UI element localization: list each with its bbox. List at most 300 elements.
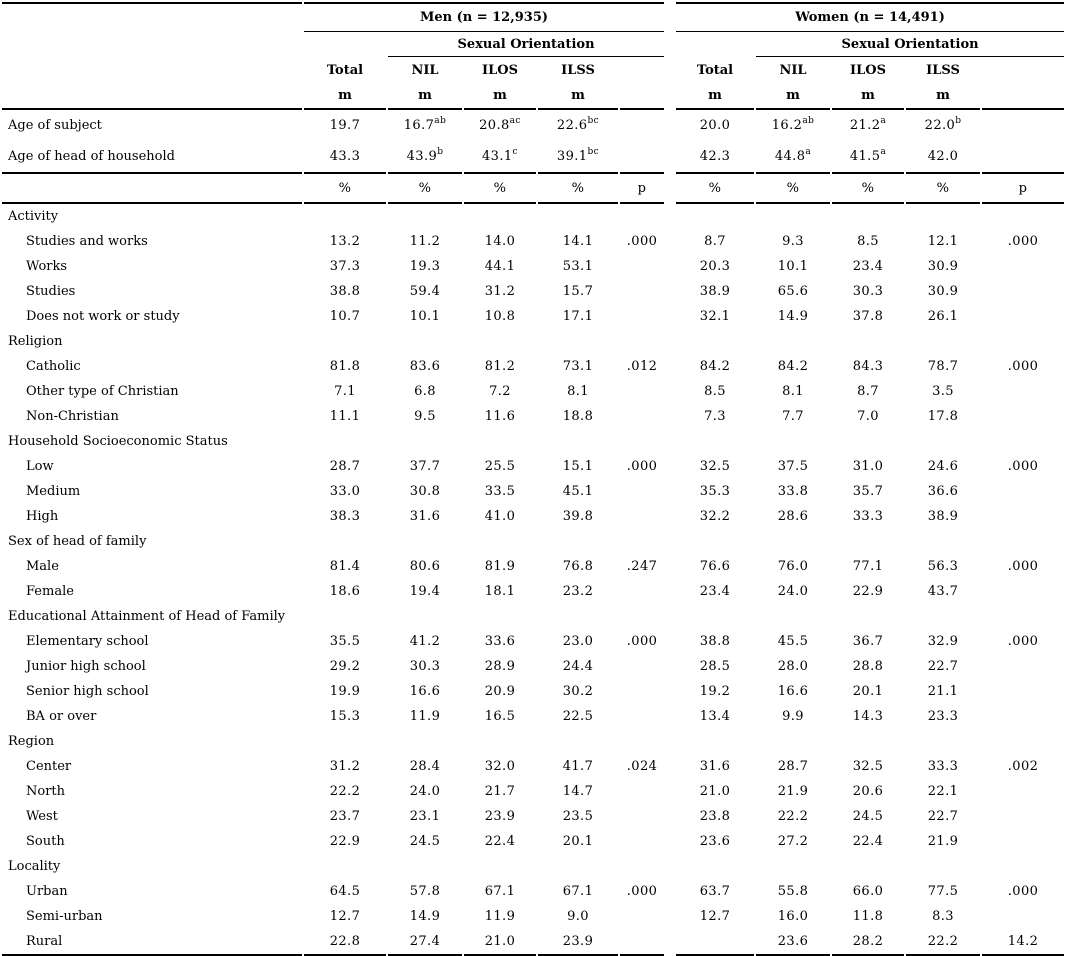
- spacer-cell: [666, 654, 674, 679]
- row-label: Age of head of household: [2, 141, 302, 174]
- value-cell: 27.2: [777, 834, 809, 849]
- value-cell: 28.8: [852, 659, 884, 674]
- value-cell: 6.8: [414, 384, 436, 399]
- p-value-cell: .000: [1007, 559, 1039, 574]
- value-cell: 21.9: [927, 834, 959, 849]
- value-cell: 81.2: [484, 359, 516, 374]
- row-label: Works: [26, 259, 68, 274]
- value-cell: 28.7: [777, 759, 809, 774]
- p-value-cell: [620, 279, 664, 304]
- table-row: [2, 554, 1064, 579]
- value-cell: 38.3: [329, 509, 361, 524]
- value-cell: 20.0: [699, 118, 731, 133]
- row-label: Female: [26, 584, 74, 599]
- value-cell: 33.0: [329, 484, 361, 499]
- value-cell: 12.7: [699, 909, 731, 924]
- section-title: Activity: [8, 209, 59, 224]
- spacer-cell: [666, 141, 674, 174]
- spacer-cell: [666, 254, 674, 279]
- value-cell: 43.3: [304, 141, 386, 174]
- value-cell: 20.8$^{ac}$: [479, 115, 521, 133]
- value-cell: 15.7: [562, 284, 594, 299]
- value-cell: 53.1: [562, 259, 594, 274]
- value-cell: 25.5: [484, 459, 516, 474]
- women-total-header: Total: [696, 62, 734, 78]
- value-cell: 43.9$^b$: [388, 141, 462, 174]
- p-value-cell: [620, 804, 664, 829]
- value-cell: 33.3: [927, 759, 959, 774]
- value-cell: 11.2: [409, 234, 441, 249]
- spacer-cell: [666, 32, 674, 57]
- value-cell: 55.8: [777, 884, 809, 899]
- section-title: Educational Attainment of Head of Family: [8, 609, 286, 624]
- row-label: Does not work or study: [26, 309, 180, 324]
- value-cell: 42.3: [676, 141, 754, 174]
- table-row: [2, 804, 1064, 829]
- men-ilss-mean-unit: m: [538, 83, 618, 110]
- value-cell: 11.9: [409, 709, 441, 724]
- value-cell: 19.7: [329, 118, 361, 133]
- value-cell: 32.5: [699, 459, 731, 474]
- value-cell: 24.4: [562, 659, 594, 674]
- value-cell: 30.9: [927, 284, 959, 299]
- value-cell: 8.7: [857, 384, 879, 399]
- value-cell: 81.8: [329, 359, 361, 374]
- row-label: Elementary school: [26, 634, 149, 649]
- value-cell: 23.2: [562, 584, 594, 599]
- table-row: [2, 504, 1064, 529]
- spacer-cell: [666, 479, 674, 504]
- value-cell: 8.7: [704, 234, 726, 249]
- value-cell: 22.6$^{bc}$: [556, 115, 600, 133]
- p-value-cell: .000: [626, 634, 658, 649]
- value-cell: 17.1: [562, 309, 594, 324]
- p-value-cell: [982, 254, 1064, 279]
- orientation-header-row: [2, 32, 1064, 57]
- row-label: Low: [26, 459, 54, 474]
- value-cell: 8.5: [857, 234, 879, 249]
- row-label: Catholic: [26, 359, 81, 374]
- value-cell: 23.7: [329, 809, 361, 824]
- spacer-cell: [666, 304, 674, 329]
- women-ilss-header: ILSS: [926, 62, 960, 78]
- p-value-cell: .000: [1007, 359, 1039, 374]
- table-row: [2, 529, 1064, 554]
- value-cell: 22.4: [484, 834, 516, 849]
- table-row: [2, 679, 1064, 704]
- value-cell: 28.9: [484, 659, 516, 674]
- value-cell: 59.4: [409, 284, 441, 299]
- value-cell: 37.8: [852, 309, 884, 324]
- value-cell: 24.6: [927, 459, 959, 474]
- row-label: Non-Christian: [26, 409, 119, 424]
- table-row: [2, 879, 1064, 904]
- column-header-row: [2, 57, 1064, 83]
- value-cell: 19.2: [699, 684, 731, 699]
- value-cell: 32.2: [699, 509, 731, 524]
- value-cell: 9.0: [567, 909, 589, 924]
- value-cell: 76.6: [699, 559, 731, 574]
- value-cell: 57.8: [409, 884, 441, 899]
- table-row: [2, 254, 1064, 279]
- row-label: Urban: [26, 884, 68, 899]
- p-value-cell: [620, 141, 664, 174]
- value-cell: 24.5: [852, 809, 884, 824]
- value-cell: 35.3: [699, 484, 731, 499]
- value-cell: 36.7: [852, 634, 884, 649]
- demographics-table: [0, 2, 1066, 956]
- p-value-cell: [982, 110, 1064, 141]
- row-label: Studies and works: [26, 234, 148, 249]
- value-cell: 17.8: [927, 409, 959, 424]
- p-value-cell: [620, 404, 664, 429]
- p-value-cell: [620, 579, 664, 604]
- spacer-cell: [666, 354, 674, 379]
- value-cell: 24.0: [409, 784, 441, 799]
- value-cell: 63.7: [699, 884, 731, 899]
- value-cell: 20.1: [562, 834, 594, 849]
- spacer-cell: [666, 679, 674, 704]
- value-cell: 84.2: [777, 359, 809, 374]
- spacer-cell: [666, 579, 674, 604]
- value-cell: 16.0: [777, 909, 809, 924]
- table-header: [2, 2, 1064, 110]
- value-cell: 77.1: [852, 559, 884, 574]
- value-cell: 22.4: [852, 834, 884, 849]
- p-label-cell: p: [982, 174, 1064, 204]
- table-row: [2, 354, 1064, 379]
- value-cell: 14.9: [777, 309, 809, 324]
- value-cell: 38.9: [927, 509, 959, 524]
- value-cell: 23.0: [562, 634, 594, 649]
- value-cell: 22.1: [927, 784, 959, 799]
- table-row: [2, 329, 1064, 354]
- value-cell: 36.6: [927, 484, 959, 499]
- spacer-cell: [666, 704, 674, 729]
- row-label: Age of subject: [8, 118, 102, 133]
- p-value-cell: .247: [626, 559, 658, 574]
- value-cell: 23.9: [484, 809, 516, 824]
- value-cell: 21.0: [699, 784, 731, 799]
- value-cell: 21.7: [484, 784, 516, 799]
- value-cell: 24.0: [777, 584, 809, 599]
- value-cell: 20.3: [699, 259, 731, 274]
- value-cell: 10.7: [329, 309, 361, 324]
- value-cell: 28.5: [699, 659, 731, 674]
- value-cell: 31.2: [484, 284, 516, 299]
- spacer-cell: [666, 504, 674, 529]
- value-cell: 16.2$^{ab}$: [771, 115, 815, 133]
- value-cell: 76.0: [777, 559, 809, 574]
- value-cell: 73.1: [562, 359, 594, 374]
- value-cell: 22.2: [777, 809, 809, 824]
- value-cell: 80.6: [409, 559, 441, 574]
- p-value-cell: [982, 379, 1064, 404]
- value-cell: 77.5: [927, 884, 959, 899]
- value-cell: 33.3: [852, 509, 884, 524]
- value-cell: 28.2: [832, 929, 904, 956]
- value-cell: 67.1: [562, 884, 594, 899]
- value-cell: 37.5: [777, 459, 809, 474]
- value-cell: 23.5: [562, 809, 594, 824]
- spacer-cell: [666, 57, 674, 83]
- p-value-cell: [982, 279, 1064, 304]
- value-cell: 22.0$^b$: [924, 115, 962, 133]
- value-cell: 39.8: [562, 509, 594, 524]
- value-cell: 22.2: [329, 784, 361, 799]
- percent-unit-cell: %: [304, 174, 386, 204]
- table-row: [2, 479, 1064, 504]
- value-cell: 14.9: [409, 909, 441, 924]
- table-row: [2, 604, 1064, 629]
- value-cell: 22.2: [906, 929, 980, 956]
- p-label-cell: p: [620, 174, 664, 204]
- value-cell: 16.5: [484, 709, 516, 724]
- spacer-cell: [666, 454, 674, 479]
- section-title: Religion: [8, 334, 63, 349]
- p-value-cell: [620, 779, 664, 804]
- p-value-cell: [620, 679, 664, 704]
- value-cell: 9.9: [782, 709, 804, 724]
- p-value-cell: [982, 779, 1064, 804]
- value-cell: 9.3: [782, 234, 804, 249]
- value-cell: 42.0: [906, 141, 980, 174]
- table-row: [2, 174, 1064, 204]
- p-value-cell: .000: [1007, 459, 1039, 474]
- table-row: [2, 204, 1064, 229]
- p-value-cell: .000: [626, 459, 658, 474]
- value-cell: 45.5: [777, 634, 809, 649]
- value-cell: 65.6: [777, 284, 809, 299]
- table-row: [2, 229, 1064, 254]
- value-cell: 32.0: [484, 759, 516, 774]
- row-label: High: [26, 509, 59, 524]
- value-cell: 22.9: [852, 584, 884, 599]
- women-ilss-mean-unit: m: [906, 83, 980, 110]
- value-cell: 33.8: [777, 484, 809, 499]
- p-value-cell: .000: [1007, 884, 1039, 899]
- value-cell: 15.1: [562, 459, 594, 474]
- value-cell: 33.6: [484, 634, 516, 649]
- p-value-cell: [982, 704, 1064, 729]
- p-value-cell: [982, 804, 1064, 829]
- value-cell: 84.2: [699, 359, 731, 374]
- value-cell: 84.3: [852, 359, 884, 374]
- p-value-cell: [982, 679, 1064, 704]
- value-cell: 16.7$^{ab}$: [403, 115, 447, 133]
- value-cell: 23.1: [409, 809, 441, 824]
- value-cell: 64.5: [329, 884, 361, 899]
- value-cell: 21.2$^a$: [849, 115, 887, 133]
- value-cell: 78.7: [927, 359, 959, 374]
- value-cell: 30.3: [852, 284, 884, 299]
- table-row: [2, 304, 1064, 329]
- value-cell: 20.6: [852, 784, 884, 799]
- table-row: [2, 829, 1064, 854]
- women-ilos-mean-unit: m: [832, 83, 904, 110]
- value-cell: 27.4: [388, 929, 462, 956]
- men-sexual-orientation-header: Sexual Orientation: [388, 32, 664, 57]
- p-value-cell: 14.2: [982, 929, 1064, 956]
- value-cell: 16.6: [409, 684, 441, 699]
- row-label: Studies: [26, 284, 76, 299]
- value-cell: 32.5: [852, 759, 884, 774]
- value-cell: 76.8: [562, 559, 594, 574]
- row-label: Semi-urban: [26, 909, 103, 924]
- p-value-cell: [620, 504, 664, 529]
- value-cell: 7.1: [334, 384, 356, 399]
- p-value-cell: [620, 829, 664, 854]
- spacer-cell: [666, 279, 674, 304]
- value-cell: 35.7: [852, 484, 884, 499]
- p-value-cell: [982, 829, 1064, 854]
- value-cell: 81.9: [484, 559, 516, 574]
- section-title: Sex of head of family: [8, 534, 147, 549]
- value-cell: 14.0: [484, 234, 516, 249]
- value-cell: 12.7: [329, 909, 361, 924]
- value-cell: 3.5: [932, 384, 954, 399]
- table-row: [2, 379, 1064, 404]
- section-title: Household Socioeconomic Status: [8, 434, 228, 449]
- row-label: Junior high school: [26, 659, 146, 674]
- stub-cell: [2, 57, 302, 83]
- percent-unit-cell: %: [388, 174, 462, 204]
- p-value-cell: .000: [1007, 634, 1039, 649]
- value-cell: 8.5: [704, 384, 726, 399]
- row-label: West: [26, 809, 58, 824]
- spacer-cell: [666, 174, 674, 204]
- value-cell: 18.6: [329, 584, 361, 599]
- value-cell: 31.6: [409, 509, 441, 524]
- value-cell: 29.2: [329, 659, 361, 674]
- empty-cell: [304, 32, 386, 57]
- spacer-cell: [666, 754, 674, 779]
- table-row: [2, 429, 1064, 454]
- table-row: [2, 854, 1064, 879]
- value-cell: 43.1$^c$: [464, 141, 536, 174]
- women-sexual-orientation-header: Sexual Orientation: [756, 32, 1064, 57]
- value-cell: 22.9: [329, 834, 361, 849]
- value-cell: 7.7: [782, 409, 804, 424]
- value-cell: 37.3: [329, 259, 361, 274]
- table-row: [2, 141, 1064, 174]
- value-cell: 31.6: [699, 759, 731, 774]
- spacer-cell: [666, 379, 674, 404]
- value-cell: 33.5: [484, 484, 516, 499]
- p-value-cell: [982, 904, 1064, 929]
- spacer-cell: [666, 110, 674, 141]
- value-cell: 14.7: [562, 784, 594, 799]
- value-cell: 31.0: [852, 459, 884, 474]
- table-row: [2, 629, 1064, 654]
- p-value-cell: [620, 904, 664, 929]
- row-label: BA or over: [26, 709, 97, 724]
- table-row: [2, 110, 1064, 141]
- p-value-cell: .012: [626, 359, 658, 374]
- value-cell: 18.8: [562, 409, 594, 424]
- spacer-cell: [666, 779, 674, 804]
- value-cell: 8.3: [932, 909, 954, 924]
- table-row: [2, 654, 1064, 679]
- section-title: Locality: [8, 859, 61, 874]
- row-label: South: [26, 834, 65, 849]
- value-cell: 23.6: [756, 929, 830, 956]
- value-cell: 11.8: [852, 909, 884, 924]
- value-cell: 11.1: [329, 409, 361, 424]
- men-ilos-mean-unit: m: [464, 83, 536, 110]
- table-row: [2, 779, 1064, 804]
- value-cell: 20.1: [852, 684, 884, 699]
- spacer-cell: [666, 904, 674, 929]
- row-label: Center: [26, 759, 72, 774]
- value-cell: 30.2: [562, 684, 594, 699]
- value-cell: 24.5: [409, 834, 441, 849]
- value-cell: 39.1$^{bc}$: [538, 141, 618, 174]
- row-label: Rural: [2, 929, 302, 956]
- p-value-cell: [620, 704, 664, 729]
- value-cell: 66.0: [852, 884, 884, 899]
- table-row: [2, 729, 1064, 754]
- men-total-header: Total: [326, 62, 364, 78]
- value-cell: 8.1: [782, 384, 804, 399]
- value-cell: 44.1: [484, 259, 516, 274]
- empty-cell: [982, 57, 1064, 83]
- p-value-cell: .000: [1007, 234, 1039, 249]
- spacer-cell: [666, 83, 674, 110]
- spacer-cell: [666, 404, 674, 429]
- value-cell: 15.3: [329, 709, 361, 724]
- value-cell: 56.3: [927, 559, 959, 574]
- value-cell: 23.9: [538, 929, 618, 956]
- spacer-cell: [666, 879, 674, 904]
- value-cell: 22.7: [927, 659, 959, 674]
- value-cell: 38.8: [329, 284, 361, 299]
- value-cell: 11.6: [484, 409, 516, 424]
- table-row: [2, 754, 1064, 779]
- value-cell: 43.7: [927, 584, 959, 599]
- value-cell: 11.9: [484, 909, 516, 924]
- value-cell: 21.0: [464, 929, 536, 956]
- value-cell: 19.3: [409, 259, 441, 274]
- women-ilos-header: ILOS: [850, 62, 886, 78]
- value-cell: 16.6: [777, 684, 809, 699]
- p-value-cell: .002: [1007, 759, 1039, 774]
- row-label: Medium: [26, 484, 81, 499]
- value-cell: 67.1: [484, 884, 516, 899]
- p-value-cell: [620, 304, 664, 329]
- men-group-header: Men (n = 12,935): [304, 2, 664, 32]
- value-cell: 19.9: [329, 684, 361, 699]
- stub-corner: [2, 2, 302, 32]
- women-total-mean-unit: m: [676, 83, 754, 110]
- spacer-cell: [666, 829, 674, 854]
- value-cell: 20.9: [484, 684, 516, 699]
- percent-unit-cell: %: [756, 174, 830, 204]
- p-value-cell: .024: [626, 759, 658, 774]
- value-cell: 44.8$^a$: [756, 141, 830, 174]
- value-cell: 30.9: [927, 259, 959, 274]
- section-title: Region: [8, 734, 55, 749]
- value-cell: 41.5$^a$: [832, 141, 904, 174]
- value-cell: 23.4: [852, 259, 884, 274]
- table-row: [2, 904, 1064, 929]
- men-ilos-header: ILOS: [482, 62, 518, 78]
- percent-unit-cell: %: [676, 174, 754, 204]
- value-cell: 10.1: [409, 309, 441, 324]
- spacer-cell: [666, 629, 674, 654]
- empty-cell: [676, 32, 754, 57]
- unit-header-row: [2, 83, 1064, 110]
